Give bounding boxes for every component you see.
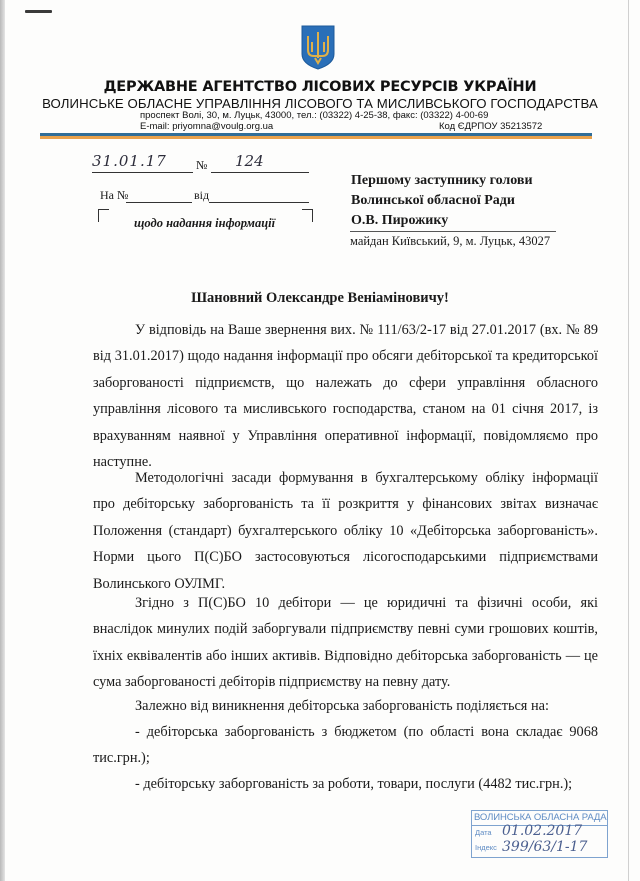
salutation: Шановний Олександре Веніаміновичу! bbox=[191, 290, 449, 306]
reply-to-line bbox=[126, 202, 192, 203]
scan-edge-left bbox=[0, 0, 5, 881]
paragraph-text: Згідно з П(С)БО 10 дебітори — це юридичні та фізичні особи, які внаслідок минулих подій заборгували підприємству певні суми грошових коштів, їхніх еквівалентів або інших активів. Відповідно дебіторська заборгованість — це сума заборгованості дебіторів підприємству на певну дату. bbox=[93, 595, 598, 691]
department-title: ВОЛИНСЬКЕ ОБЛАСНЕ УПРАВЛІННЯ ЛІСОВОГО ТА МИСЛИВСЬКОГО ГОСПОДАРСТВА bbox=[42, 96, 598, 111]
addressee-position: Першому заступнику голови bbox=[351, 173, 533, 188]
paragraph bbox=[93, 693, 598, 719]
stripe-orange bbox=[40, 136, 592, 139]
letterhead-edrpou: Код ЄДРПОУ 35213572 bbox=[439, 121, 543, 132]
addressee-name: О.В. Пирожику bbox=[351, 213, 449, 228]
addressee-organization: Волинської обласної Ради bbox=[351, 193, 515, 208]
subject-bracket-left bbox=[98, 209, 109, 222]
stamp-date-label: Дата bbox=[475, 828, 492, 837]
paragraph-text: У відповідь на Ваше звернення вих. № 111/63/2-17 від 27.01.2017 (вх. № 89 від 31.01.2017) щодо надання інформації про обсяги дебіторської та кредиторської заборгованості підприємств, що належать до сфери управління обласного управління лісового та мисливського господарства, станом на 01 січня 2017, із врахуванням наявної у Управління оперативної інформації, повідомляємо про наступне. bbox=[93, 322, 598, 471]
corner-mark bbox=[25, 10, 52, 13]
paragraph-text: Методологічні засади формування в бухгалтерському обліку інформації про дебіторську заборгованість та її розкриття у фінансових звітах визначає Положення (стандарт) бухгалтерського обліку 10 «Дебіторська заборгованість». Норми цього П(С)БО застосовуються лісогосподарськими підприємствами Волинського ОУЛМГ. bbox=[93, 470, 598, 592]
list-item bbox=[93, 719, 598, 772]
outgoing-date: 31.01.17 bbox=[92, 152, 167, 170]
list-item-text: - дебіторська заборгованість з бюджетом (по області вона складає 9068 тис.грн.); bbox=[93, 724, 598, 767]
addressee-block bbox=[351, 171, 533, 231]
reply-to-label: На № bbox=[100, 188, 129, 202]
addressee-address: майдан Київський, 9, м. Луцьк, 43027 bbox=[350, 234, 551, 248]
outgoing-number: 124 bbox=[235, 152, 264, 170]
letterhead-email: E-mail: priyomna@voulg.org.ua bbox=[140, 121, 274, 132]
trident-coat-of-arms-icon bbox=[300, 24, 336, 70]
stamp-date-value: 01.02.2017 bbox=[502, 823, 583, 839]
list-item-text: - дебіторську заборгованість за роботи, товари, послуги (4482 тис.грн.); bbox=[135, 776, 573, 792]
outgoing-number-field bbox=[211, 152, 309, 173]
stamp-organization: ВОЛИНСЬКА ОБЛАСНА РАДА bbox=[474, 812, 607, 823]
addressee-divider bbox=[350, 231, 556, 232]
number-label: № bbox=[196, 158, 208, 172]
letterhead-address: проспект Волі, 30, м. Луцьк, 43000, тел.: (03322) 4-25-38, факс: (03322) 4-00-69 bbox=[140, 110, 489, 121]
stamp-index-value: 399/63/1-17 bbox=[502, 839, 588, 855]
paragraph bbox=[93, 317, 598, 475]
outgoing-date-field bbox=[92, 152, 193, 173]
paragraph bbox=[93, 590, 598, 696]
from-label: від bbox=[194, 188, 210, 202]
agency-title: ДЕРЖАВНЕ АГЕНТСТВО ЛІСОВИХ РЕСУРСІВ УКРАЇНИ bbox=[103, 79, 537, 95]
subject-bracket-right bbox=[302, 209, 313, 222]
list-item bbox=[93, 771, 598, 797]
letterhead-stripe bbox=[40, 133, 592, 139]
subject-line: щодо надання інформації bbox=[134, 216, 276, 230]
paragraph-text: Залежно від виникнення дебіторська заборгованість поділяється на: bbox=[135, 698, 549, 714]
incoming-registration-stamp bbox=[471, 810, 608, 858]
stamp-index-label: Індекс bbox=[475, 843, 497, 852]
from-line bbox=[209, 202, 309, 203]
paragraph bbox=[93, 465, 598, 597]
scan-edge-right bbox=[628, 0, 629, 881]
